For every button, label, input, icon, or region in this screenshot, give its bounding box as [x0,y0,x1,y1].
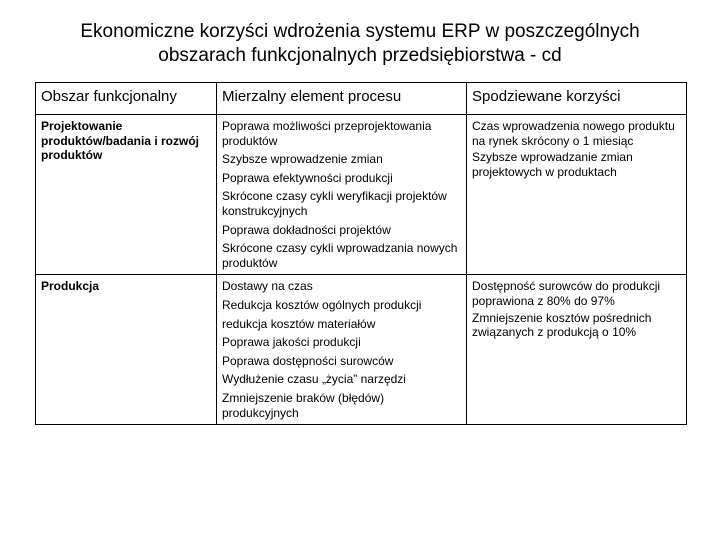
list-item: Skrócone czasy cykli wprowadzania nowych produktów [222,241,458,270]
list-item: Szybsze wprowadzenie zmian [222,152,383,167]
elements-cell [217,275,467,425]
list-item: Wydłużenie czasu „życia” narzędzi [222,372,406,387]
area-cell: Produkcja [36,275,217,425]
list-item: Szybsze wprowadzanie zmian projektowych w produktach [472,150,633,179]
list-item: Zmniejszenie braków (błędów) produkcyjnych [222,390,385,420]
header-measurable-element: Mierzalny element procesu [217,83,467,115]
title-line-1: Ekonomiczne korzyści wdrożenia systemu ERP w poszczególnych [80,21,640,42]
title-line-2: obszarach funkcjonalnych przedsiębiorstwa - cd [158,45,562,66]
list-item: Poprawa dokładności projektów [222,222,391,237]
list-item: Poprawa jakości produkcji [222,335,361,350]
list-item: Poprawa efektywności produkcji [222,170,393,185]
header-expected-benefits: Spodziewane korzyści [467,83,687,115]
list-item: Redukcja kosztów ogólnych produkcji [222,297,422,312]
slide-title [20,20,700,68]
list-item: Poprawa możliwości przeprojektowania produktów [222,119,432,148]
table-row [36,115,687,275]
list-item: Czas wprowadzenia nowego produktu na rynek skrócony o 1 miesiąc [472,119,675,148]
list-item: Poprawa dostępności surowców [222,353,394,368]
list-item: Zmniejszenie kosztów pośrednich związanych z produkcją o 10% [472,310,652,340]
area-cell: Projektowanie produktów/badania i rozwój produktów [36,115,217,275]
header-functional-area: Obszar funkcjonalny [36,83,217,115]
list-item: Dostępność surowców do produkcji poprawiona z 80% do 97% [472,279,661,308]
list-item: Skrócone czasy cykli weryfikacji projektów konstrukcyjnych [222,189,447,218]
benefits-table [35,82,687,425]
list-item: Dostawy na czas [222,279,313,294]
benefits-cell [467,275,687,425]
list-item: redukcja kosztów materiałów [222,316,376,331]
benefits-cell [467,115,687,275]
elements-cell [217,115,467,275]
table-row [36,275,687,425]
table-header-row [36,83,687,115]
